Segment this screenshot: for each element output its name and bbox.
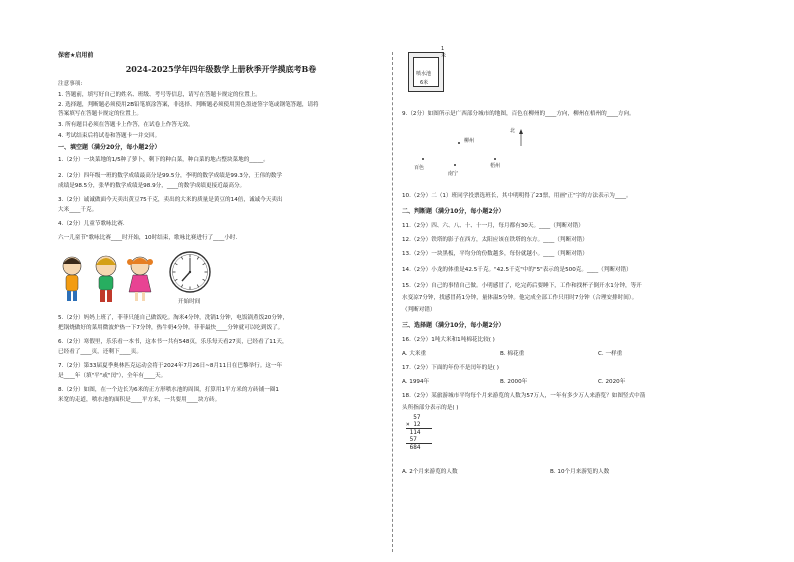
clock-icon [166,250,214,300]
question-8-line2: 米宽的走道，喷水池的面积是____平方米，一共要用____块方砖。 [58,397,221,403]
note-item: 4. 考试结束后将试卷和答题卡一并交回。 [58,133,161,139]
option-17c[interactable]: C. 2020年 [598,379,626,385]
kids-illustration [58,252,158,306]
note-item: 2. 选择题，判断题必须使用2B铅笔填涂答案，非选择、判断题必须使用黑色墨迹签字笔或钢笔答题，请将 [58,102,319,108]
question-11: 11.（2分）四、六、八、十、十一月，每月都有30天。____（判断对错） [402,223,584,229]
question-5-line1: 5.（2分）妈妈上班了，菲菲只能自己做饭吃。淘米4分钟，洗锅1分钟，电饭锅煮饭20分钟， [58,315,289,321]
city-dot-wuzhou [494,158,496,160]
exam-title: 2024-2025学年四年级数学上册秋季开学摸底考B卷 [125,64,317,74]
kid-middle [96,256,116,302]
question-3-line2: 大米____千克。 [58,207,98,213]
question-3-line1: 3.（2分）诚诚做面今天卖出黄豆75千克，卖出的大米的质量是黄豆的14倍，诚诚今天卖出 [58,197,283,203]
pool-label: 喷水池 [416,71,432,77]
map-diagram [410,128,530,176]
option-17a[interactable]: A. 1994年 [402,379,430,385]
north-label: 北 [510,128,516,134]
question-9: 9.（2分）如图所示是广西部分城市的地图，百色在柳州的____方向，柳州在梧州的____方向。 [402,111,635,117]
city-wuzhou: 梧州 [490,163,501,169]
north-arrow-icon [516,128,526,148]
option-16a[interactable]: A. 大米重 [402,351,427,357]
question-12: 12.（2分）铁塔的影子在西方，太阳应该在铁塔的东方。____（判断对错） [402,237,588,243]
question-17: 17.（2分）下面的年份不是闰年的是( ) [402,365,499,371]
kid-left [63,257,81,301]
calc-line: 57 [406,414,421,421]
question-6-line2: 已经看了____页，还剩下____页。 [58,349,142,355]
note-item: 3. 所有题目必须在答题卡上作答，在试卷上作答无效。 [58,122,194,128]
question-7-line2: 是____年（填"平"或"闰"），全年有____天。 [58,373,167,379]
question-18-line2: 头所指部分表示的是( ) [402,405,459,411]
city-liuzhou: 柳州 [464,138,475,144]
calc-line: × 12 [406,421,421,428]
question-15-line1: 15.（2分）自己的事情自己做。小明感冒了，吃完药后要睡下，工作和找杯子倒开水1分钟，等开 [402,283,642,289]
question-18-line1: 18.（2分）某旅游城市平均每个月来游览的人数为57万人，一年有多少万人来游览？如图竖式中箭 [402,393,646,399]
calc-line-arrow: 57 [406,436,417,443]
question-4-line1: 4.（2分）儿童节歌咏比赛. [58,221,125,227]
question-6-line1: 6.（2分）寒假里，乐乐看一本书，这本书一共有548页，乐乐每天看27页，已经看了11天， [58,339,288,345]
option-16b[interactable]: B. 棉花重 [500,351,525,357]
option-18b[interactable]: B. 10个月来游览的人数 [550,469,610,475]
section-choice: 三、选择题（满分10分，每小题2分） [402,322,505,329]
kid-right [127,257,153,301]
question-10: 10.（2分）二（1）班同学投票选班长，其中明明得了23票，用画"正"字的方法表示为____。 [402,193,632,199]
question-2-line2: 成绩是98.5分，张华的数学成绩是98.9分，____的数学成绩更接近最高分。 [58,183,246,189]
option-17b[interactable]: B. 2000年 [500,379,528,385]
question-15-line2: 水变凉7分钟，找感冒药1分钟，量体温5分钟。他完成全部工作只用时7分钟（合理安排时间）。 [402,295,638,301]
notes-heading: 注意事项: [58,81,83,87]
question-14: 14.（2分）小龙的体重是42.5千克。"42.5千克"中的"5"表示的是500克。____（判断对错） [402,267,632,273]
section-judge: 二、判断题（满分10分，每小题2分） [402,208,505,215]
city-dot-nanning [454,164,456,166]
secret-mark: 保密★启用前 [58,52,94,59]
section-fill: 一、填空题（满分20分，每小题2分） [58,144,161,151]
city-baise: 百色 [414,165,425,171]
option-16c[interactable]: C. 一样重 [598,351,623,357]
question-15-line3: （判断对错） [402,307,436,313]
note-item: 答案填写在答题卡规定的位置上。 [58,111,142,117]
question-8-line1: 8.（2分）如图，在一个边长为6米的正方形喷水池的周围，打算用1平方米的方砖铺一圈1 [58,387,279,393]
calc-line: 114 [406,429,421,436]
walkway-width-label: 1米 [441,46,447,59]
question-16: 16.（2分）1吨大米和1吨棉花比较( ) [402,337,495,343]
pool-size-label: 6米 [420,80,429,86]
city-dot-liuzhou [458,142,460,144]
clock-caption: 开始时间 [178,299,201,305]
vertical-calculation [406,414,432,451]
question-13: 13.（2分）一块黑板，平均分的份数越多，每份就越小。____（判断对错） [402,251,588,257]
question-2-line1: 2.（2分）四年级一班的数学成绩最高分是99.5分，李明的数学成绩是99.3分，王伟的数学 [58,173,282,179]
note-item: 1. 答题前，填写好自己的姓名、班级、考号等信息，请写在答题卡规定的位置上。 [58,92,261,98]
calc-line: 684 [406,444,421,451]
city-dot-baise [422,158,424,160]
question-7-line1: 7.（2分）第33届夏季奥林匹克运动会将于2024年7月26日~8月11日在巴黎举行。这一年 [58,363,283,369]
question-4-line2: 六一儿童节"歌咏比赛____时开始，10时结束，歌咏比赛进行了____小时. [58,235,238,241]
column-divider [392,52,393,552]
question-1: 1.（2分）一块菜地的1/5种了萝卜，剩下的种白菜，种白菜的地占整块菜地的_____。 [58,157,269,163]
option-18a[interactable]: A. 2个月来游览的人数 [402,469,458,475]
question-5-line2: 把锅烧做好的菜用微波炉热一下7分钟，热牛奶4分钟。菲菲最快____分钟就可以吃到饭了。 [58,325,284,331]
pool-diagram [408,46,447,94]
city-nanning: 南宁 [448,171,459,177]
